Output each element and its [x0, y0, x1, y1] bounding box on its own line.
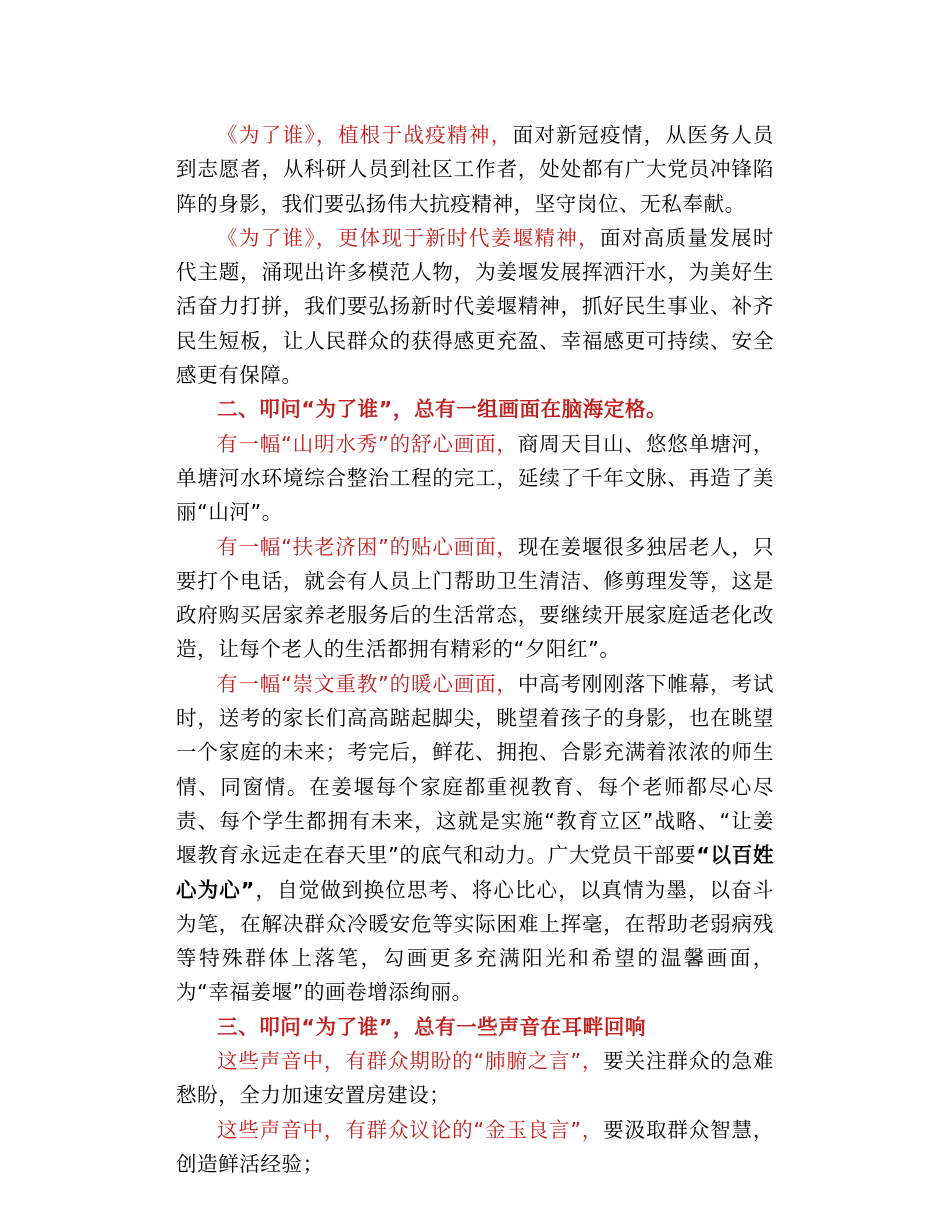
paragraph-jiangyan-spirit [176, 221, 774, 392]
paragraph-lead: 有一幅“崇文重教”的暖心画面， [217, 671, 518, 696]
paragraph-body: 面对高质量发展时代主题，涌现出许多模范人物，为姜堰发展挥洒汗水，为美好生活奋力打拼，我们要弘扬新时代姜堰精神，抓好民生事业、补齐民生短板，让人民群众的获得感更充盈、幸福感更可持续、安全感更有保障。 [176, 225, 774, 388]
paragraph-lead: 这些声音中，有群众期盼的“肺腑之言”， [217, 1049, 604, 1074]
paragraph-body: 要汲取群众智慧，创造鲜活经验； [176, 1117, 774, 1176]
emphasis-text: “以百姓心为心” [176, 843, 775, 902]
paragraph-body-continued: ，自觉做到换位思考、将心比心，以真情为墨，以奋斗为笔，在解决群众冷暖安危等实际困难上挥毫，在帮助老弱病残等特殊群体上落笔，勾画更多充满阳光和希望的温馨画面，为“幸福姜堰”的画卷增添绚丽。 [176, 877, 774, 1005]
paragraph-elderly-care [176, 530, 774, 667]
document-page [176, 118, 774, 1181]
paragraph-education [176, 667, 774, 1010]
paragraph-body: 商周天目山、悠悠单塘河，单塘河水环境综合整治工程的完工，延续了千年文脉、再造了美丽“山河”。 [176, 431, 774, 525]
section-3-heading: 三、叩问“为了谁”，总有一些声音在耳畔回响 [217, 1014, 647, 1039]
paragraph-lead: 《为了谁》，植根于战疫精神， [217, 123, 513, 147]
paragraph-body: 要关注群众的急难愁盼，全力加速安置房建设； [176, 1049, 774, 1108]
paragraph-body: 现在姜堰很多独居老人，只要打个电话，就会有人员上门帮助卫生清洁、修剪理发等，这是政府购买居家养老服务后的生活常态，要继续开展家庭适老化改造，让每个老人的生活都拥有精彩的“夕阳红”。 [176, 534, 774, 662]
paragraph-lead: 《为了谁》，更体现于新时代姜堰精神， [217, 225, 600, 250]
paragraph-wise-words [176, 1113, 774, 1182]
paragraph-epidemic-spirit [176, 118, 774, 221]
paragraph-heartfelt-words [176, 1044, 774, 1113]
paragraph-lead: 有一幅“山明水秀”的舒心画面， [217, 431, 518, 456]
paragraph-body: 面对新冠疫情，从医务人员到志愿者，从科研人员到社区工作者，处处都有广大党员冲锋陷阵的身影，我们要弘扬伟大抗疫精神，坚守岗位、无私奉献。 [176, 123, 774, 216]
section-2-heading: 二、叩问“为了谁”，总有一组画面在脑海定格。 [217, 397, 668, 422]
paragraph-body: 中高考刚刚落下帷幕，考试时，送考的家长们高高踮起脚尖，眺望着孩子的身影，也在眺望一个家庭的未来；考完后，鲜花、拥抱、合影充满着浓浓的师生情、同窗情。在姜堰每个家庭都重视教育、每个老师都尽心尽责、每个学生都拥有未来，这就是实施“教育立区”战略、“让姜堰教育永远走在春天里”的底气和动力。广大党员干部要 [176, 671, 774, 868]
paragraph-scenery [176, 427, 774, 530]
paragraph-lead: 这些声音中，有群众议论的“金玉良言”， [217, 1117, 604, 1142]
paragraph-lead: 有一幅“扶老济困”的贴心画面， [217, 534, 518, 559]
